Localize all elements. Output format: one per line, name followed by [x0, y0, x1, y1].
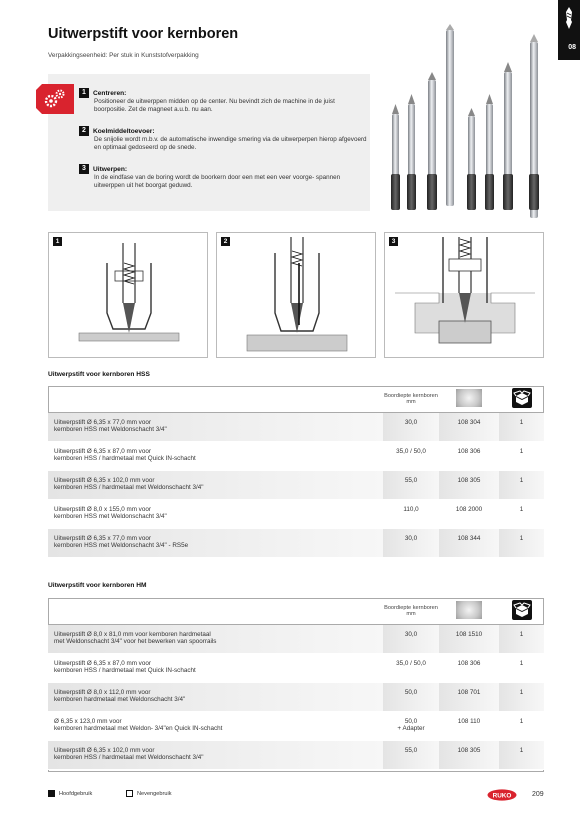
row-depth: 55,0	[404, 476, 418, 484]
row-description: kernboren HSS met Weldonschacht 3/4"	[54, 426, 167, 434]
row-description: kernboren hardmetaal met Weldon- 3/4"en Quick IN-schacht	[54, 725, 223, 733]
page-number: 209	[532, 791, 544, 798]
row-description: kernboren HSS met Weldonschacht 3/4"	[54, 513, 167, 521]
gears-icon	[36, 84, 74, 114]
step-badge-2: 2	[79, 126, 89, 136]
row-description: kernboren HSS / hardmetaal met Quick IN-schacht	[54, 455, 196, 463]
row-description: Uitwerpstift Ø 6,35 x 87,0 mm voor	[54, 447, 151, 455]
row-depth: 35,0 / 50,0	[396, 659, 426, 667]
diagram-number: 2	[221, 237, 230, 246]
info-item-text: Positioneer de uitwerppen midden op de center. Nu bevindt zich de machine in de juist boorpositie. Zet de magneet a.u.b. nu aan.	[94, 98, 335, 114]
info-item-heading: Uitwerpen:	[93, 165, 128, 173]
product-table-hm	[48, 598, 544, 770]
diagram-centering	[48, 232, 208, 358]
row-article-number: 108 306	[439, 653, 499, 682]
row-article-number: 108 1510	[439, 624, 499, 653]
drill-icon	[563, 6, 575, 30]
row-description: kernboren HSS / hardmetaal met Quick IN-schacht	[54, 667, 196, 675]
row-quantity: 1	[499, 653, 544, 682]
row-description: Uitwerpstift Ø 6,35 x 102,0 mm voor	[54, 476, 155, 484]
row-description: Uitwerpstift Ø 8,0 x 112,0 mm voor	[54, 688, 151, 696]
row-depth: 30,0	[404, 418, 418, 426]
legend-label: Hoofdgebruik	[59, 790, 93, 797]
row-description: Uitwerpstift Ø 6,35 x 102,0 mm voor	[54, 746, 155, 754]
row-description: met Weldonschacht 3/4" voor het bewerken van spoorrails	[54, 638, 217, 646]
row-article-number: 108 306	[439, 441, 499, 470]
legend-secondary-use	[126, 790, 172, 797]
diagram-ejecting	[384, 232, 544, 358]
column-header-depth: Boordiepte kernboren mm	[383, 386, 439, 412]
info-item-ejecting	[79, 164, 369, 190]
info-item-heading: Koelmiddeltoevoer:	[93, 127, 155, 135]
step-badge-3: 3	[79, 164, 89, 174]
row-description: Ø 6,35 x 123,0 mm voor	[54, 717, 122, 725]
row-quantity: 1	[499, 711, 544, 740]
row-quantity: 1	[499, 412, 544, 441]
row-description: kernboren hardmetaal met Weldonschacht 3/4"	[54, 696, 186, 704]
row-depth: 55,0	[404, 746, 418, 754]
empty-square-icon	[126, 790, 133, 797]
info-item-coolant	[79, 126, 369, 152]
row-quantity: 1	[499, 441, 544, 470]
row-depth: 30,0	[404, 630, 418, 638]
table-row[interactable]	[48, 441, 544, 470]
info-item-text: In de eindfase van de boring wordt de boorkern door een met een veer voorge- spannen uitwerppen uit het boorgat geduwd.	[94, 174, 341, 190]
product-table-hss	[48, 386, 544, 558]
chapter-number: 08	[568, 44, 576, 51]
row-quantity: 1	[499, 470, 544, 499]
row-article-number: 108 344	[439, 528, 499, 557]
article-image-icon	[456, 389, 482, 407]
row-article-number: 108 701	[439, 682, 499, 711]
legend-label: Nevengebruik	[137, 790, 172, 797]
table-row[interactable]	[48, 412, 544, 441]
row-quantity: 1	[499, 740, 544, 769]
table-row[interactable]	[48, 624, 544, 653]
row-description: Uitwerpstift Ø 6,35 x 87,0 mm voor	[54, 659, 151, 667]
row-depth: 30,0	[404, 534, 418, 542]
page-title: Uitwerpstift voor kernboren	[48, 26, 239, 42]
row-quantity: 1	[499, 624, 544, 653]
table-row[interactable]	[48, 711, 544, 740]
row-description: Uitwerpstift Ø 6,35 x 77,0 mm voor	[54, 418, 151, 426]
diagram-number: 1	[53, 237, 62, 246]
filled-square-icon	[48, 790, 55, 797]
logo-text: RUKO	[492, 792, 512, 800]
info-item-text: De snijolie wordt m.b.v. de automatische inwendige smering via de uitwerperpen hierop afgevoerd en optimaal gedoseerd op de snede.	[94, 136, 367, 152]
row-depth: 50,0	[404, 688, 418, 696]
product-photo	[384, 24, 544, 220]
table-row[interactable]	[48, 528, 544, 557]
row-depth: 110,0	[403, 505, 419, 513]
table-row[interactable]	[48, 470, 544, 499]
row-depth: 35,0 / 50,0	[396, 447, 426, 455]
table-row[interactable]	[48, 499, 544, 528]
ruko-logo	[487, 789, 517, 801]
row-article-number: 108 110	[439, 711, 499, 740]
table-row[interactable]	[48, 653, 544, 682]
row-quantity: 1	[499, 499, 544, 528]
column-header-depth: Boordiepte kernboren mm	[383, 598, 439, 624]
row-description: kernboren HSS / hardmetaal met Weldonschacht 3/4"	[54, 754, 204, 762]
row-article-number: 108 304	[439, 412, 499, 441]
packaging-unit: Verpakkingseenheid: Per stuk in Kunststofverpakking	[48, 52, 199, 59]
row-depth-note: + Adapter	[397, 725, 425, 733]
row-description: kernboren HSS met Weldonschacht 3/4" - RS5e	[54, 542, 189, 550]
row-description: Uitwerpstift Ø 8,0 x 155,0 mm voor	[54, 505, 151, 513]
info-item-heading: Centreren:	[93, 89, 127, 97]
row-depth: 50,0	[404, 717, 418, 725]
table-row[interactable]	[48, 740, 544, 769]
diagram-number: 3	[389, 237, 398, 246]
row-description: Uitwerpstift Ø 6,35 x 77,0 mm voor	[54, 534, 151, 542]
legend-main-use	[48, 790, 92, 797]
row-quantity: 1	[499, 682, 544, 711]
row-article-number: 108 305	[439, 740, 499, 769]
row-description: Uitwerpstift Ø 8,0 x 81,0 mm voor kernboren hardmetaal	[54, 630, 211, 638]
pin-set	[391, 24, 539, 218]
row-quantity: 1	[499, 528, 544, 557]
info-item-centering	[79, 88, 369, 114]
section-title-hm: Uitwerpstift voor kernboren HM	[48, 582, 147, 589]
row-article-number: 108 2000	[439, 499, 499, 528]
row-article-number: 108 305	[439, 470, 499, 499]
section-title-hss: Uitwerpstift voor kernboren HSS	[48, 371, 150, 378]
table-row[interactable]	[48, 682, 544, 711]
diagram-coolant	[216, 232, 376, 358]
article-image-icon	[456, 601, 482, 619]
step-badge-1: 1	[79, 88, 89, 98]
row-description: kernboren HSS / hardmetaal met Weldonschacht 3/4"	[54, 484, 204, 492]
package-icon	[512, 388, 532, 408]
package-icon	[512, 600, 532, 620]
